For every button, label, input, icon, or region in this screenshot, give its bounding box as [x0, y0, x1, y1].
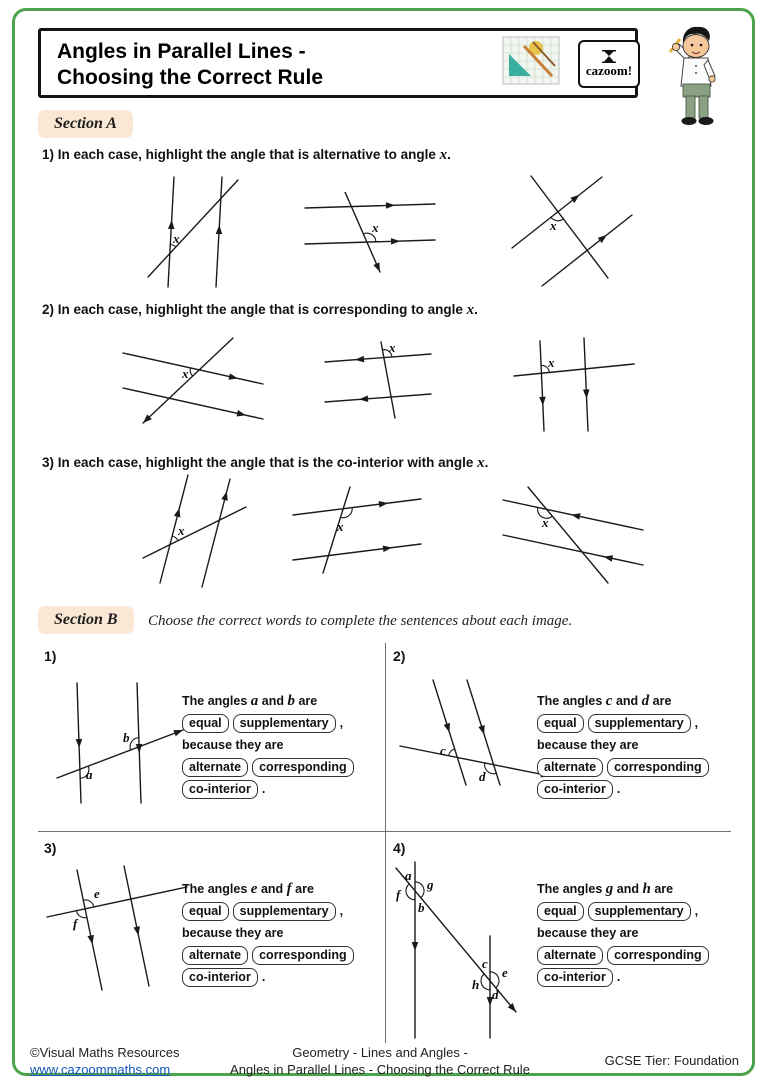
eye	[700, 44, 703, 47]
option-equal[interactable]: equal	[537, 714, 584, 733]
footer-topic-line2: Angles in Parallel Lines - Choosing the Correct Rule	[230, 1062, 530, 1077]
angle-label-c: c	[482, 956, 488, 971]
diagram-a2-2	[323, 340, 435, 420]
sentence-text: are	[298, 694, 318, 708]
comma: ,	[694, 716, 699, 730]
footer-copyright: ©Visual Maths Resources	[30, 1045, 180, 1060]
parallel-arrow-icon	[570, 511, 580, 519]
parallel-arrow-icon	[168, 220, 175, 229]
sentence-text: are	[652, 694, 672, 708]
section-b-badge: Section B	[38, 606, 134, 634]
parallel-arrow-icon	[174, 507, 183, 517]
option-corresponding[interactable]: corresponding	[607, 758, 709, 777]
angle-label-x: x	[542, 515, 549, 530]
angle-label-a: a	[405, 868, 412, 883]
sentence-2	[537, 690, 734, 800]
sentence-text: The angles	[537, 694, 603, 708]
parallel-arrow-icon	[216, 225, 223, 234]
eye	[691, 44, 694, 47]
angle-label-b: b	[418, 900, 425, 915]
sentence-text: because they are	[537, 926, 639, 940]
sentence-text: are	[654, 882, 674, 896]
transversal-line	[148, 180, 238, 277]
hand	[672, 43, 679, 50]
section-b-instruction: Choose the correct words to complete the sentences about each image.	[148, 613, 573, 629]
transversal-line	[143, 507, 246, 558]
angle-arc	[449, 749, 455, 756]
angle-name: f	[286, 881, 292, 897]
option-equal[interactable]: equal	[182, 902, 229, 921]
diagram-a1-1	[140, 175, 260, 295]
option-alternate[interactable]: alternate	[182, 758, 248, 777]
diagram-a3-3	[498, 485, 650, 587]
option-equal[interactable]: equal	[537, 902, 584, 921]
footer-link[interactable]: www.cazoommaths.com	[30, 1062, 171, 1077]
angle-variable: x	[466, 302, 475, 318]
period: .	[261, 782, 266, 796]
question-period: .	[474, 302, 478, 317]
cell-number-1: 1)	[44, 648, 57, 664]
footer-topic-line1: Geometry - Lines and Angles -	[292, 1045, 468, 1060]
angle-name: g	[605, 881, 614, 897]
option-alternate[interactable]: alternate	[537, 946, 603, 965]
sentence-text: and	[615, 694, 639, 708]
parallel-line	[503, 535, 643, 565]
question-period: .	[447, 147, 451, 162]
option-co-interior[interactable]: co-interior	[182, 968, 258, 987]
angle-name: a	[250, 693, 259, 709]
period: .	[616, 970, 621, 984]
angle-label-a: a	[86, 767, 93, 782]
option-co-interior[interactable]: co-interior	[537, 780, 613, 799]
angle-label-c: c	[440, 743, 446, 758]
parallel-line	[293, 544, 421, 560]
option-supplementary[interactable]: supplementary	[588, 902, 691, 921]
diagram-b3	[42, 862, 192, 994]
transversal-line	[531, 176, 608, 278]
page-title	[57, 39, 323, 91]
question-number: 1)	[42, 147, 55, 162]
mascot-boy	[650, 24, 738, 130]
sentence-text: and	[261, 694, 284, 708]
parallel-arrow-icon	[221, 490, 230, 500]
period: .	[616, 782, 621, 796]
transversal-line	[47, 887, 187, 917]
parallel-arrow-icon	[539, 397, 546, 406]
angle-label-g: g	[427, 877, 434, 892]
question-1	[42, 147, 451, 164]
transversal-line	[57, 730, 183, 778]
comma: ,	[694, 904, 699, 918]
angle-label-f: f	[396, 887, 401, 902]
sentence-text: are	[295, 882, 314, 896]
angle-label-x: x	[548, 355, 555, 370]
option-co-interior[interactable]: co-interior	[537, 968, 613, 987]
footer-left	[30, 1044, 180, 1078]
parallel-line	[293, 499, 421, 515]
parallel-arrow-icon	[76, 739, 83, 748]
angle-label-x: x	[389, 340, 396, 355]
angle-label-e: e	[502, 965, 508, 980]
diagram-a1-2	[300, 192, 440, 277]
diagram-b1	[55, 678, 190, 810]
cazoom-mark-icon	[602, 50, 616, 63]
parallel-line	[123, 353, 263, 384]
angle-label-f: f	[73, 916, 78, 931]
angle-name: d	[641, 693, 650, 709]
diagram-a2-3	[512, 336, 637, 434]
angle-name: b	[287, 693, 295, 709]
sentence-text: and	[616, 882, 639, 896]
cell-number-2: 2)	[393, 648, 406, 664]
period: .	[261, 970, 266, 984]
transversal-line	[514, 364, 634, 376]
question-2	[42, 302, 478, 319]
parallel-arrow-icon	[136, 744, 143, 753]
sentence-text: The angles	[182, 882, 248, 896]
hand	[709, 76, 715, 82]
cazoom-logo	[578, 40, 640, 88]
parallel-arrow-icon	[133, 926, 141, 936]
parallel-line	[512, 177, 602, 248]
parallel-arrow-icon	[359, 395, 368, 402]
angle-label-x: x	[550, 218, 557, 233]
geometry-tools-icon	[502, 36, 560, 86]
parallel-arrow-icon	[87, 935, 95, 945]
parallel-arrow-icon	[386, 202, 395, 209]
angle-label-x: x	[372, 220, 379, 235]
sentence-text: because they are	[182, 738, 284, 752]
parallel-line	[124, 866, 149, 986]
question-3	[42, 455, 488, 472]
shoe	[699, 117, 714, 125]
option-equal[interactable]: equal	[182, 714, 229, 733]
footer-tier: GCSE Tier: Foundation	[604, 1053, 739, 1068]
question-text: In each case, highlight the angle that is alternative to angle	[57, 147, 436, 162]
diagram-b2	[395, 678, 560, 793]
sentence-text: and	[260, 882, 284, 896]
cell-number-4: 4)	[393, 840, 406, 856]
cell-number-3: 3)	[44, 840, 57, 856]
angle-label-d: d	[492, 987, 499, 1002]
option-supplementary[interactable]: supplementary	[233, 714, 336, 733]
parallel-arrow-icon	[444, 723, 453, 734]
sentence-text: The angles	[182, 694, 248, 708]
option-co-interior[interactable]: co-interior	[182, 780, 258, 799]
parallel-arrow-icon	[391, 238, 400, 245]
diagram-a3-2	[288, 485, 426, 577]
sentence-text: The angles	[537, 882, 603, 896]
angle-label-x: x	[182, 366, 189, 381]
leg	[686, 96, 695, 118]
comma: ,	[339, 716, 344, 730]
option-alternate[interactable]: alternate	[537, 758, 603, 777]
button	[695, 72, 697, 74]
logo-text: cazoom!	[585, 62, 633, 78]
question-period: .	[484, 455, 489, 470]
button	[695, 65, 697, 67]
angle-variable: x	[439, 147, 448, 163]
parallel-line	[137, 683, 141, 803]
angle-label-b: b	[123, 730, 130, 745]
parallel-line	[325, 394, 431, 402]
diagram-b4	[385, 856, 560, 1041]
diagram-a2-1	[118, 333, 268, 433]
line-end-arrow-icon	[373, 262, 383, 273]
parallel-arrow-icon	[478, 725, 487, 736]
angle-variable: x	[477, 455, 485, 471]
parallel-line	[305, 204, 435, 208]
sentence-1	[182, 690, 382, 800]
sentence-4	[537, 878, 734, 988]
diagram-a3-1	[138, 473, 253, 588]
option-alternate[interactable]: alternate	[182, 946, 248, 965]
angle-arc	[190, 368, 192, 376]
page-title-line2: Choosing the Correct Rule	[57, 66, 324, 89]
transversal-line	[400, 746, 550, 776]
question-text: In each case, highlight the angle that is corresponding to angle	[57, 302, 463, 317]
option-supplementary[interactable]: supplementary	[588, 714, 691, 733]
parallel-arrow-icon	[355, 356, 364, 363]
parallel-line	[325, 354, 431, 362]
parallel-arrow-icon	[583, 389, 590, 398]
page-title-line1: Angles in Parallel Lines -	[57, 40, 306, 63]
angle-label-d: d	[479, 769, 486, 784]
angle-label-x: x	[337, 519, 344, 534]
question-number: 2)	[42, 302, 55, 317]
question-number: 3)	[42, 455, 55, 470]
parallel-arrow-icon	[228, 373, 238, 381]
angle-label-x: x	[178, 523, 185, 538]
sentence-text: because they are	[537, 738, 639, 752]
option-supplementary[interactable]: supplementary	[233, 902, 336, 921]
parallel-arrow-icon	[412, 942, 419, 951]
angle-label-x: x	[173, 231, 180, 246]
angle-label-e: e	[94, 886, 100, 901]
horizontal-divider	[38, 831, 731, 832]
sentence-text: because they are	[182, 926, 284, 940]
transversal-line	[528, 487, 608, 583]
footer-center	[160, 1044, 600, 1078]
comma: ,	[339, 904, 344, 918]
section-a-badge: Section A	[38, 110, 133, 138]
angle-name: h	[642, 881, 651, 897]
option-corresponding[interactable]: corresponding	[252, 758, 354, 777]
angle-label-h: h	[472, 977, 480, 992]
question-text: In each case, highlight the angle that is the co-interior with angle	[57, 455, 474, 470]
shorts	[683, 84, 710, 97]
parallel-line	[305, 240, 435, 244]
option-corresponding[interactable]: corresponding	[607, 946, 709, 965]
leg	[699, 96, 708, 118]
parallel-line	[540, 341, 544, 431]
angle-name: c	[605, 693, 613, 709]
diagram-a1-3	[498, 175, 638, 290]
shoe	[682, 117, 697, 125]
parallel-line	[584, 338, 588, 431]
sentence-3	[182, 878, 382, 988]
parallel-arrow-icon	[603, 553, 613, 561]
parallel-arrow-icon	[236, 410, 246, 418]
option-corresponding[interactable]: corresponding	[252, 946, 354, 965]
angle-name: e	[250, 881, 258, 897]
